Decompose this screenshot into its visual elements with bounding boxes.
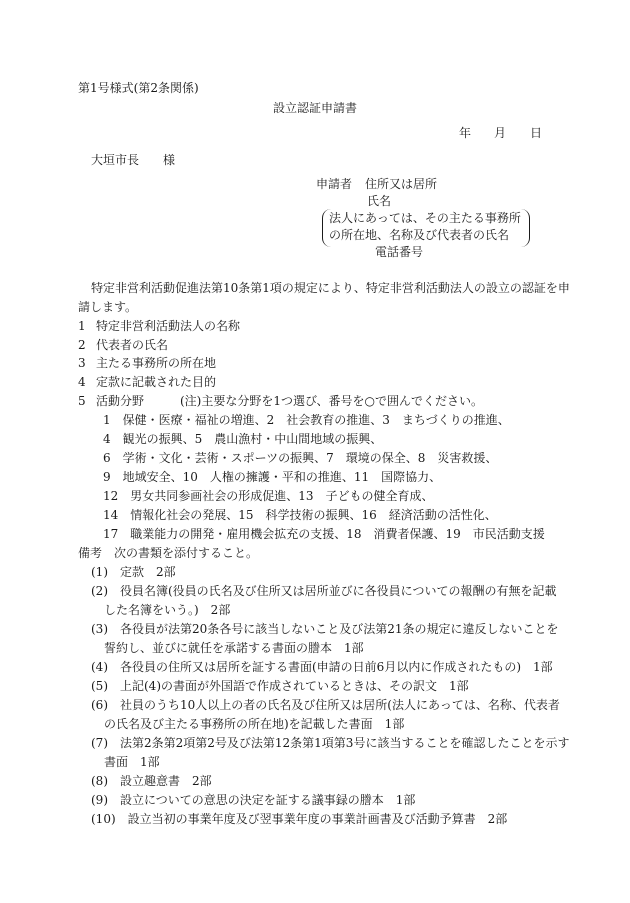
corporation-note-line2: の所在地、名称及び代表者の氏名 — [329, 228, 510, 242]
list-item — [78, 357, 216, 369]
activity-field-row: 14 情報化社会の発展、15 科学技術の振興、16 経済活動の活性化、 — [103, 508, 497, 522]
addressee: 大垣市長 様 — [91, 153, 176, 167]
activity-field-row: 12 男女共同参画社会の形成促進、13 子どもの健全育成、 — [103, 489, 434, 503]
remarks-line: (4) 各役員の住所又は居所を証する書面(申請の日前6月以内に作成されたもの) 1部 — [91, 660, 553, 674]
remarks-line: (9) 設立についての意思の決定を証する議事録の謄本 1部 — [91, 793, 416, 807]
remarks-line: (6) 社員のうち10人以上の者の氏名及び住所又は居所(法人にあっては、名称、代表者 — [91, 698, 560, 712]
activity-field-row: 17 職業能力の開発・雇用機会拡充の支援、18 消費者保護、19 市民活動支援 — [103, 527, 545, 541]
item-number: 1 — [78, 319, 86, 333]
list-item — [78, 339, 168, 351]
activity-field-row: 4 観光の振興、5 農山漁村・中山間地域の振興、 — [103, 432, 383, 446]
activity-field-row: 9 地域安全、10 人権の擁護・平和の推進、11 国際協力、 — [103, 470, 442, 484]
date-year: 年 — [459, 126, 472, 140]
remarks-heading: 備考 次の書類を添付すること。 — [78, 546, 259, 560]
item-text: 定款に記載された目的 — [96, 375, 217, 389]
item-text: 活動分野 — [96, 394, 145, 408]
remarks-line: の氏名及び主たる事務所の所在地)を記載した書面 1部 — [104, 717, 405, 731]
remarks-line: (1) 定款 2部 — [91, 565, 176, 579]
remarks-line: (7) 法第2条第2項第2号及び法第12条第1項第3号に該当することを確認したことを示す — [91, 736, 570, 750]
item-number: 3 — [78, 356, 86, 370]
form-number: 第1号様式(第2条関係) — [78, 81, 199, 95]
remarks-line: (5) 上記(4)の書面が外国語で作成されているときは、その訳文 1部 — [91, 679, 469, 693]
activity-field-note: (注)主要な分野を1つ選び、番号を○で囲んでください。 — [180, 394, 483, 408]
item-number: 5 — [78, 394, 86, 408]
remarks-line: (3) 各役員が法第20条各号に該当しないこと及び法第21条の規定に違反しないことを — [91, 622, 559, 636]
applicant-phone-label: 電話番号 — [375, 245, 424, 259]
applicant-name-label: 氏名 — [367, 194, 392, 208]
item-number: 4 — [78, 375, 86, 389]
item-text: 代表者の氏名 — [96, 338, 169, 352]
applicant-role-label: 申請者 — [316, 177, 353, 191]
applicant-address-label: 住所又は居所 — [365, 177, 438, 191]
activity-field-row: 1 保健・医療・福祉の増進、2 社会教育の推進、3 まちづくりの推進、 — [103, 413, 510, 427]
activity-field-row: 6 学術・文化・芸術・スポーツの振興、7 環境の保全、8 災害救援、 — [103, 451, 498, 465]
list-item — [78, 376, 216, 388]
intro-line-2: 請します。 — [78, 300, 138, 314]
intro-line-1: 特定非営利活動促進法第10条第1項の規定により、特定非営利活動法人の設立の認証を申 — [91, 281, 570, 295]
item-text: 主たる事務所の所在地 — [96, 356, 217, 370]
remarks-line: (8) 設立趣意書 2部 — [91, 774, 212, 788]
date-day: 日 — [530, 126, 543, 140]
remarks-line: (2) 役員名簿(役員の氏名及び住所又は居所並びに各役員についての報酬の有無を記載 — [91, 584, 557, 598]
remarks-line: 誓約し、並びに就任を承諾する書面の謄本 1部 — [104, 641, 364, 655]
remarks-line: した名簿をいう。) 2部 — [104, 603, 231, 617]
item-number: 2 — [78, 338, 86, 352]
remarks-line: 書面 1部 — [104, 755, 160, 769]
item-text: 特定非営利活動法人の名称 — [96, 319, 241, 333]
corporation-note-line1: 法人にあっては、その主たる事務所 — [329, 211, 521, 225]
date-month: 月 — [494, 126, 507, 140]
list-item — [78, 395, 144, 407]
list-item — [78, 320, 240, 332]
remarks-line: (10) 設立当初の事業年度及び翌事業年度の事業計画書及び活動予算書 2部 — [91, 812, 508, 826]
document-title: 設立認証申請書 — [273, 101, 358, 115]
